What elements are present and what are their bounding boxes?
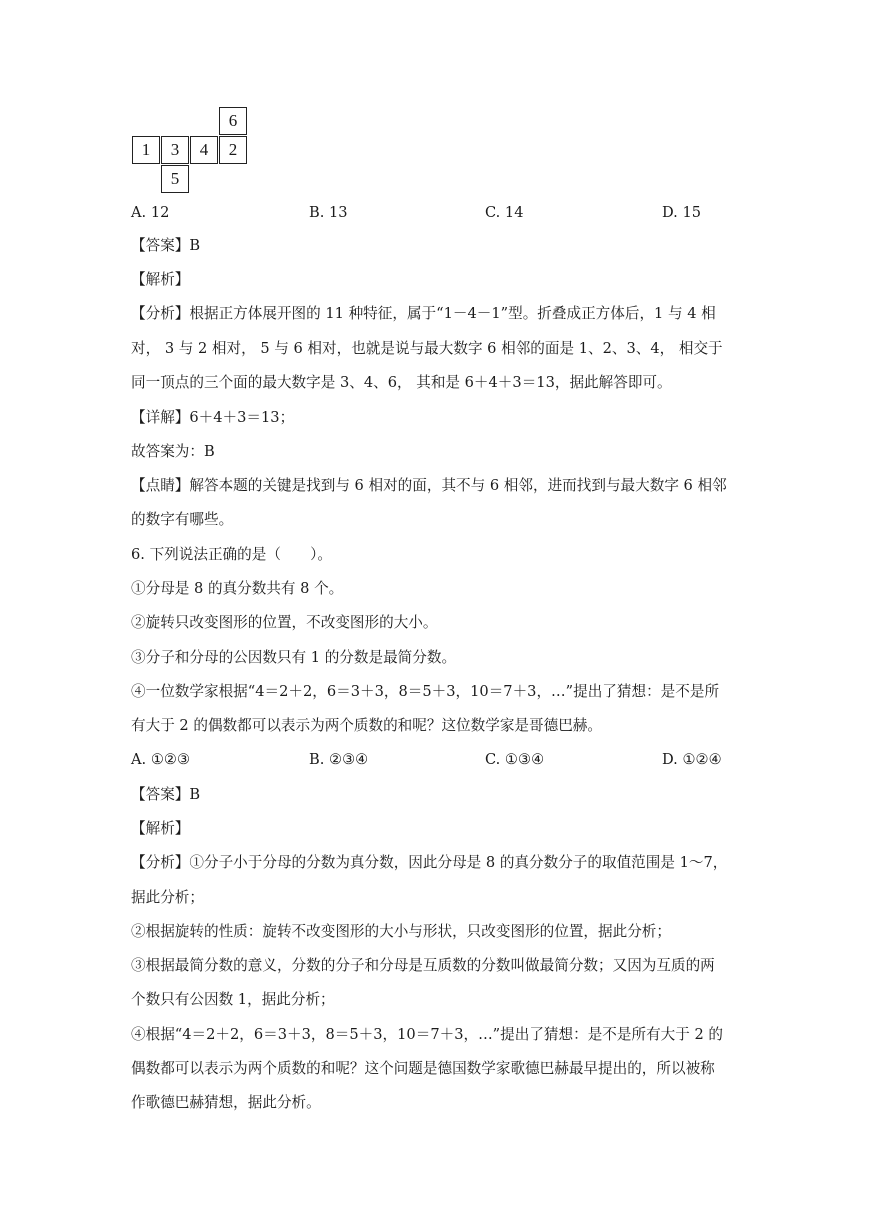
net-cell-top: 6 [219, 107, 247, 135]
q6-analysis-line: 作歌德巴赫猜想，据此分析。 [131, 1094, 321, 1111]
q6-option-c: C. ①③④ [485, 751, 545, 768]
q5-option-c: C. 14 [485, 204, 524, 221]
q5-option-b: B. 13 [309, 204, 348, 221]
net-cell-bottom: 5 [161, 165, 189, 193]
q5-answer: 【答案】B [131, 237, 201, 254]
q5-analysis-heading: 【解析】 [131, 271, 190, 288]
q6-option-a: A. ①②③ [131, 751, 191, 768]
q6-statement-4: ④一位数学家根据“4＝2＋2，6＝3＋3，8＝5＋3，10＝7＋3，…”提出了猜想：是不是所 [131, 683, 720, 700]
q6-statement-2: ②旋转只改变图形的位置，不改变图形的大小。 [131, 614, 438, 631]
q6-analysis-line: 【分析】①分子小于分母的分数为真分数，因此分母是 8 的真分数分子的取值范围是 1～7， [131, 854, 728, 871]
net-cell-1: 1 [132, 136, 160, 164]
q5-comment-line: 的数字有哪些。 [131, 511, 234, 528]
net-cell-2: 3 [161, 136, 189, 164]
q5-fenxi-line: 同一顶点的三个面的最大数字是 3、4、6， 其和是 6＋4＋3＝13，据此解答即可。 [131, 374, 672, 391]
q5-conclusion: 故答案为：B [131, 443, 215, 460]
q6-analysis-line: ④根据“4＝2＋2，6＝3＋3，8＝5＋3，10＝7＋3，…”提出了猜想：是不是所有大于 2 的 [131, 1026, 724, 1043]
q5-option-d: D. 15 [662, 204, 702, 221]
q6-statement-1: ①分母是 8 的真分数共有 8 个。 [131, 580, 344, 597]
net-cell-4: 2 [219, 136, 247, 164]
q6-statement-4: 有大于 2 的偶数都可以表示为两个质数的和呢？这位数学家是哥德巴赫。 [131, 717, 602, 734]
q6-analysis-line: 个数只有公因数 1，据此分析； [131, 991, 335, 1008]
q6-analysis-line: 偶数都可以表示为两个质数的和呢？这个问题是德国数学家歌德巴赫最早提出的，所以被称 [131, 1060, 715, 1077]
q6-analysis-heading: 【解析】 [131, 820, 190, 837]
q6-option-b: B. ②③④ [309, 751, 369, 768]
q5-option-a: A. 12 [131, 204, 170, 221]
q5-fenxi-line: 对， 3 与 2 相对， 5 与 6 相对，也就是说与最大数字 6 相邻的面是 1、2、3、4， 相交于 [131, 340, 723, 357]
q6-answer: 【答案】B [131, 786, 201, 803]
net-cell-3: 4 [190, 136, 218, 164]
q6-analysis-line: 据此分析； [131, 889, 204, 906]
q5-comment-line: 【点睛】解答本题的关键是找到与 6 相对的面，其不与 6 相邻，进而找到与最大数字 6 相邻 [131, 477, 727, 494]
q5-detail: 【详解】6＋4＋3＝13； [131, 409, 295, 426]
q5-fenxi-line: 【分析】根据正方体展开图的 11 种特征，属于“1－4－1”型。折叠成正方体后，1 与 4 相 [131, 305, 716, 322]
q6-statement-3: ③分子和分母的公因数只有 1 的分数是最简分数。 [131, 649, 457, 666]
q6-analysis-line: ③根据最简分数的意义，分数的分子和分母是互质数的分数叫做最简分数；又因为互质的两 [131, 957, 715, 974]
q6-stem: 6. 下列说法正确的是（ ）。 [131, 546, 332, 563]
q6-analysis-line: ②根据旋转的性质：旋转不改变图形的大小与形状，只改变图形的位置，据此分析； [131, 923, 671, 940]
q6-option-d: D. ①②④ [662, 751, 722, 768]
